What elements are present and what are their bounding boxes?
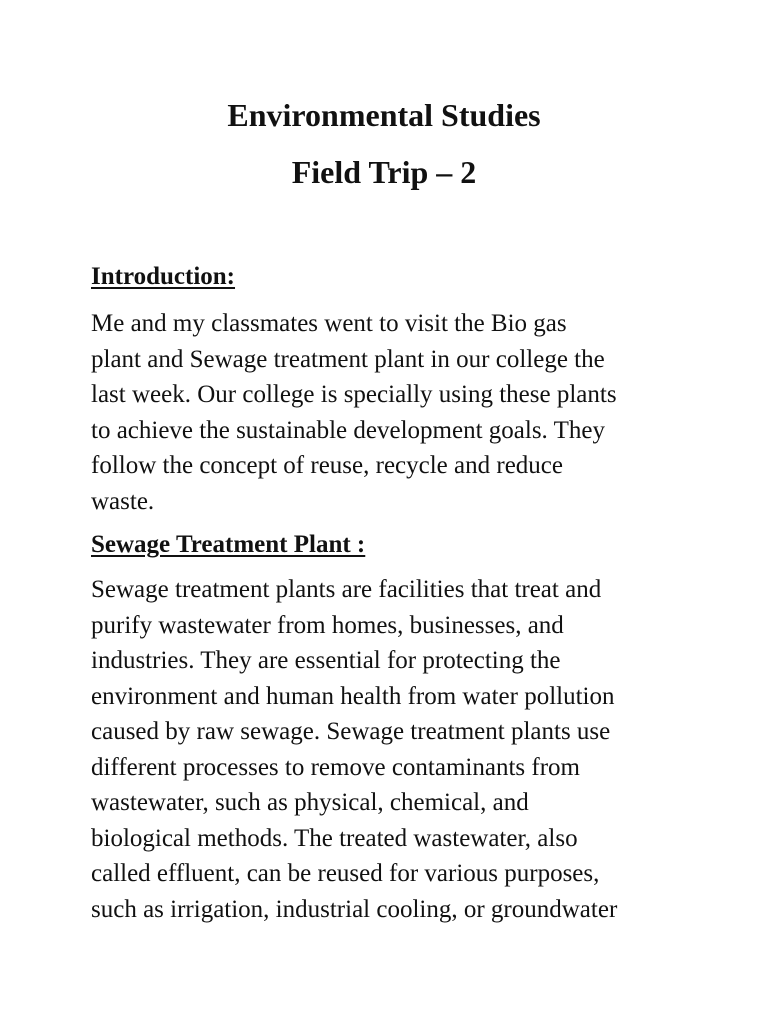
paragraph-line: environment and human health from water pollution [91,682,615,710]
paragraph-line: caused by raw sewage. Sewage treatment plants use [91,718,611,745]
section-paragraph-introduction [91,306,691,519]
section-heading-introduction: Introduction: [91,263,236,290]
paragraph-line: such as irrigation, industrial cooling, or groundwater [91,895,618,923]
paragraph-line: Sewage treatment plants are facilities that treat and [91,576,602,603]
paragraph-line: wastewater, such as physical, chemical, and [91,789,529,816]
paragraph-line: called effluent, can be reused for various purposes, [91,860,600,887]
paragraph-line: different processes to remove contaminants from [91,753,580,781]
paragraph-line: Me and my classmates went to visit the Bio gas [91,310,567,337]
section-heading-sewage-treatment-plant: Sewage Treatment Plant : [91,531,366,558]
paragraph-line: to achieve the sustainable development goals. They [91,416,605,444]
document-title: Environmental Studies [227,97,541,133]
paragraph-line: plant and Sewage treatment plant in our college the [91,345,605,373]
paragraph-line: purify wastewater from homes, businesses, and [91,611,564,639]
paragraph-line: waste. [91,487,155,515]
section-paragraph-sewage-treatment-plant [91,572,691,927]
paragraph-line: industries. They are essential for protecting the [91,647,561,674]
paragraph-line: last week. Our college is specially using these plants [91,381,617,408]
document-subtitle: Field Trip – 2 [291,154,477,190]
paragraph-line: follow the concept of reuse, recycle and reduce [91,452,563,479]
paragraph-line: biological methods. The treated wastewater, also [91,824,578,852]
